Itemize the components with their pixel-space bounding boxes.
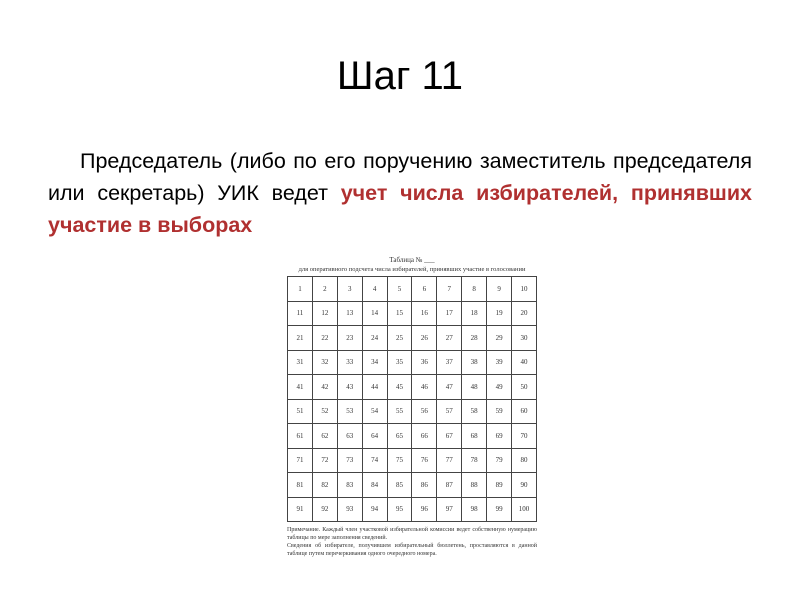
tally-form-image [287, 256, 537, 558]
grid-cell: 90 [512, 473, 537, 498]
grid-cell: 43 [337, 375, 362, 400]
grid-cell: 33 [337, 350, 362, 375]
grid-cell: 6 [412, 277, 437, 302]
grid-cell: 24 [362, 326, 387, 351]
grid-cell: 44 [362, 375, 387, 400]
grid-cell: 4 [362, 277, 387, 302]
grid-cell: 59 [487, 399, 512, 424]
grid-cell: 60 [512, 399, 537, 424]
body-plain-text: Председатель (либо по его поручению заместитель председателя или секретарь) УИК ведет [48, 149, 752, 205]
grid-cell: 21 [288, 326, 313, 351]
grid-row [288, 326, 537, 351]
grid-cell: 26 [412, 326, 437, 351]
grid-row [288, 497, 537, 522]
form-note-line-1: Примечание. Каждый член участковой избирательной комиссии ведет собственную нумерацию таблицы по мере заполнения сведений. [287, 527, 537, 541]
grid-cell: 19 [487, 301, 512, 326]
grid-cell: 13 [337, 301, 362, 326]
grid-cell: 71 [288, 448, 313, 473]
grid-cell: 17 [437, 301, 462, 326]
grid-cell: 49 [487, 375, 512, 400]
grid-cell: 74 [362, 448, 387, 473]
grid-cell: 8 [462, 277, 487, 302]
grid-cell: 29 [487, 326, 512, 351]
grid-cell: 97 [437, 497, 462, 522]
grid-cell: 7 [437, 277, 462, 302]
body-highlight-text: учет числа избирателей, принявших участие в выборах [48, 181, 753, 237]
grid-cell: 99 [487, 497, 512, 522]
grid-cell: 47 [437, 375, 462, 400]
grid-cell: 2 [312, 277, 337, 302]
grid-cell: 91 [288, 497, 313, 522]
grid-cell: 66 [412, 424, 437, 449]
grid-cell: 58 [462, 399, 487, 424]
form-note-line-2: Сведения об избирателе, получившем избирательный бюллетень, проставляются в данной таблице путем перечеркивания одного очередного номера. [287, 543, 537, 557]
grid-cell: 65 [387, 424, 412, 449]
grid-cell: 48 [462, 375, 487, 400]
grid-cell: 69 [487, 424, 512, 449]
grid-cell: 18 [462, 301, 487, 326]
grid-cell: 62 [312, 424, 337, 449]
grid-cell: 57 [437, 399, 462, 424]
grid-cell: 85 [387, 473, 412, 498]
grid-cell: 72 [312, 448, 337, 473]
grid-cell: 42 [312, 375, 337, 400]
grid-cell: 77 [437, 448, 462, 473]
grid-cell: 87 [437, 473, 462, 498]
grid-row [288, 424, 537, 449]
grid-cell: 84 [362, 473, 387, 498]
grid-cell: 86 [412, 473, 437, 498]
grid-cell: 15 [387, 301, 412, 326]
grid-cell: 67 [437, 424, 462, 449]
grid-cell: 93 [337, 497, 362, 522]
grid-cell: 51 [288, 399, 313, 424]
grid-cell: 27 [437, 326, 462, 351]
grid-cell: 30 [512, 326, 537, 351]
grid-row [288, 277, 537, 302]
grid-cell: 55 [387, 399, 412, 424]
grid-cell: 23 [337, 326, 362, 351]
grid-cell: 98 [462, 497, 487, 522]
grid-cell: 73 [337, 448, 362, 473]
grid-cell: 34 [362, 350, 387, 375]
grid-cell: 83 [337, 473, 362, 498]
grid-cell: 20 [512, 301, 537, 326]
grid-cell: 76 [412, 448, 437, 473]
grid-row [288, 350, 537, 375]
grid-cell: 63 [337, 424, 362, 449]
grid-cell: 12 [312, 301, 337, 326]
grid-cell: 3 [337, 277, 362, 302]
grid-cell: 81 [288, 473, 313, 498]
grid-cell: 54 [362, 399, 387, 424]
grid-cell: 11 [288, 301, 313, 326]
grid-cell: 37 [437, 350, 462, 375]
grid-cell: 31 [288, 350, 313, 375]
grid-cell: 88 [462, 473, 487, 498]
slide-title: Шаг 11 [336, 54, 464, 98]
grid-cell: 70 [512, 424, 537, 449]
grid-cell: 14 [362, 301, 387, 326]
grid-cell: 10 [512, 277, 537, 302]
grid-cell: 82 [312, 473, 337, 498]
grid-cell: 16 [412, 301, 437, 326]
grid-cell: 80 [512, 448, 537, 473]
grid-row [288, 473, 537, 498]
grid-cell: 25 [387, 326, 412, 351]
grid-cell: 75 [387, 448, 412, 473]
grid-cell: 39 [487, 350, 512, 375]
grid-row [288, 375, 537, 400]
grid-cell: 40 [512, 350, 537, 375]
grid-row [288, 301, 537, 326]
grid-cell: 92 [312, 497, 337, 522]
form-note [287, 526, 537, 558]
grid-cell: 61 [288, 424, 313, 449]
grid-cell: 78 [462, 448, 487, 473]
grid-cell: 36 [412, 350, 437, 375]
grid-cell: 89 [487, 473, 512, 498]
grid-cell: 100 [512, 497, 537, 522]
grid-cell: 95 [387, 497, 412, 522]
grid-cell: 52 [312, 399, 337, 424]
grid-cell: 79 [487, 448, 512, 473]
grid-cell: 1 [288, 277, 313, 302]
grid-row [288, 399, 537, 424]
grid-cell: 28 [462, 326, 487, 351]
grid-cell: 50 [512, 375, 537, 400]
grid-row [288, 448, 537, 473]
grid-cell: 45 [387, 375, 412, 400]
grid-cell: 94 [362, 497, 387, 522]
grid-cell: 22 [312, 326, 337, 351]
slide-body-text [48, 145, 752, 241]
grid-cell: 46 [412, 375, 437, 400]
grid-cell: 96 [412, 497, 437, 522]
grid-cell: 68 [462, 424, 487, 449]
tally-grid [287, 276, 537, 522]
grid-cell: 38 [462, 350, 487, 375]
grid-cell: 9 [487, 277, 512, 302]
grid-cell: 53 [337, 399, 362, 424]
grid-cell: 56 [412, 399, 437, 424]
grid-cell: 41 [288, 375, 313, 400]
form-table-description: для оперативного подсчета числа избирателей, принявших участие в голосовании [298, 266, 526, 273]
grid-cell: 35 [387, 350, 412, 375]
grid-cell: 5 [387, 277, 412, 302]
grid-cell: 64 [362, 424, 387, 449]
grid-cell: 32 [312, 350, 337, 375]
form-table-number: Таблица № ___ [389, 256, 435, 264]
